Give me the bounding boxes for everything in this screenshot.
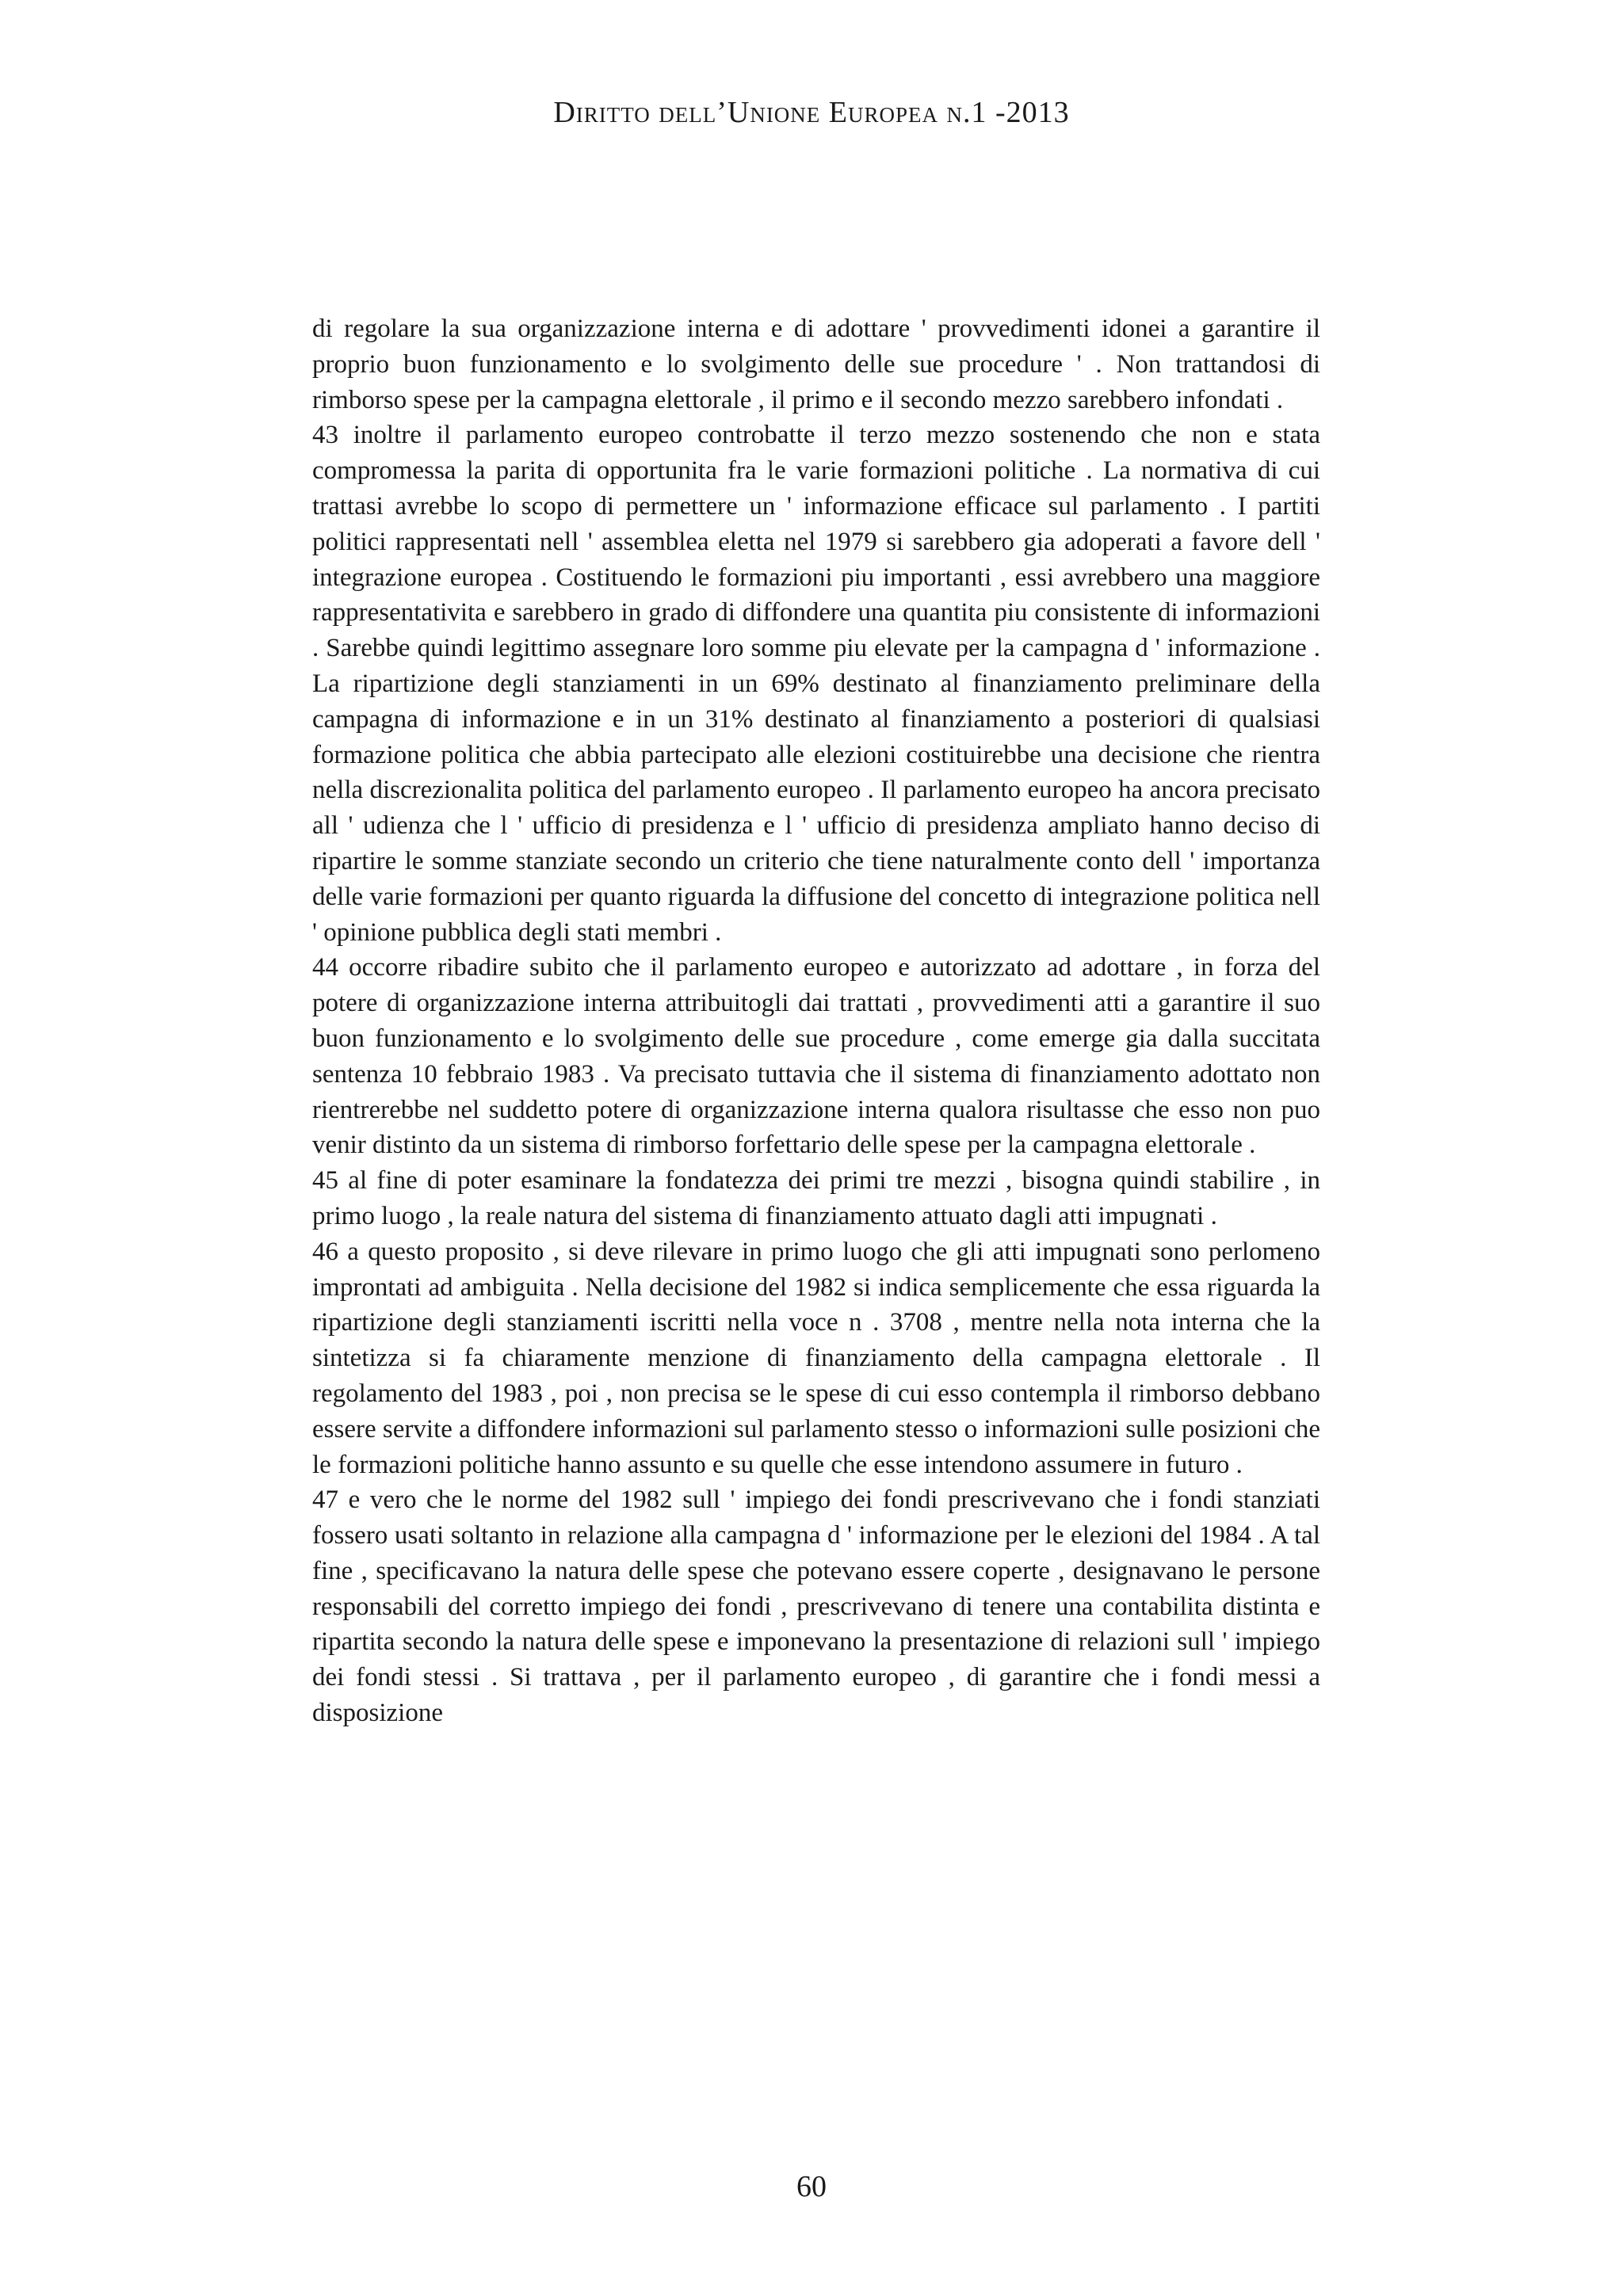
body-text (312, 311, 1320, 1731)
running-header: Diritto dell’Unione Europea n.1 -2013 (553, 96, 1070, 129)
paragraph-43: 43 inoltre il parlamento europeo controbatte il terzo mezzo sostenendo che non e stata compromessa la parita di opportunita fra le varie formazioni politiche . La normativa di cui trattasi avrebbe lo scopo di permettere un ' informazione efficace sul parlamento . I partiti politici rappresentati nell ' assemblea eletta nel 1979 si sarebbero gia adoperati a favore dell ' integrazione europea . Costituendo le formazioni piu importanti , essi avrebbero una maggiore rappresentativita e sarebbero in grado di diffondere una quantita piu consistente di informazioni . Sarebbe quindi legittimo assegnare loro somme piu elevate per la campagna d ' informazione . La ripartizione degli stanziamenti in un 69% destinato al finanziamento preliminare della campagna di informazione e in un 31% destinato al finanziamento a posteriori di qualsiasi formazione politica che abbia partecipato alle elezioni costituirebbe una decisione che rientra nella discrezionalita politica del parlamento europeo . Il parlamento europeo ha ancora precisato all ' udienza che l ' ufficio di presidenza e l ' ufficio di presidenza ampliato hanno deciso di ripartire le somme stanziate secondo un criterio che tiene naturalmente conto dell ' importanza delle varie formazioni per quanto riguarda la diffusione del concetto di integrazione politica nell ' opinione pubblica degli stati membri . (312, 421, 1320, 947)
paragraph-45: 45 al fine di poter esaminare la fondatezza dei primi tre mezzi , bisogna quindi stabilire , in primo luogo , la reale natura del sistema di finanziamento attuato dagli atti impugnati . (312, 1166, 1320, 1230)
page-number: 60 (796, 2170, 827, 2203)
paragraph-47: 47 e vero che le norme del 1982 sull ' impiego dei fondi prescrivevano che i fondi stanziati fossero usati soltanto in relazione alla campagna d ' informazione per le elezioni del 1984 . A tal fine , specificavano la natura delle spese che potevano essere coperte , designavano le persone responsabili del corretto impiego dei fondi , prescrivevano di tenere una contabilita distinta e ripartita secondo la natura delle spese e imponevano la presentazione di relazioni sull ' impiego dei fondi stessi . Si trattava , per il parlamento europeo , di garantire che i fondi messi a disposizione (312, 1486, 1320, 1728)
paragraph-44: 44 occorre ribadire subito che il parlamento europeo e autorizzato ad adottare , in forza del potere di organizzazione interna attribuitogli dai trattati , provvedimenti atti a garantire il suo buon funzionamento e lo svolgimento delle sue procedure , come emerge gia dalla succitata sentenza 10 febbraio 1983 . Va precisato tuttavia che il sistema di finanziamento adottato non rientrerebbe nel suddetto potere di organizzazione interna qualora risultasse che esso non puo venir distinto da un sistema di rimborso forfettario delle spese per la campagna elettorale . (312, 953, 1320, 1160)
paragraph-continuation: di regolare la sua organizzazione interna e di adottare ' provvedimenti idonei a garantire il proprio buon funzionamento e lo svolgimento delle sue procedure ' . Non trattandosi di rimborso spese per la campagna elettorale , il primo e il secondo mezzo sarebbero infondati . (312, 315, 1320, 414)
paragraph-46: 46 a questo proposito , si deve rilevare in primo luogo che gli atti impugnati sono perlomeno improntati ad ambiguita . Nella decisione del 1982 si indica semplicemente che essa riguarda la ripartizione degli stanziamenti iscritti nella voce n . 3708 , mentre nella nota interna che la sintetizza si fa chiaramente menzione di finanziamento della campagna elettorale . Il regolamento del 1983 , poi , non precisa se le spese di cui esso contempla il rimborso debbano essere servite a diffondere informazioni sul parlamento stesso o informazioni sulle posizioni che le formazioni politiche hanno assunto e su quelle che esse intendono assumere in futuro . (312, 1237, 1320, 1479)
